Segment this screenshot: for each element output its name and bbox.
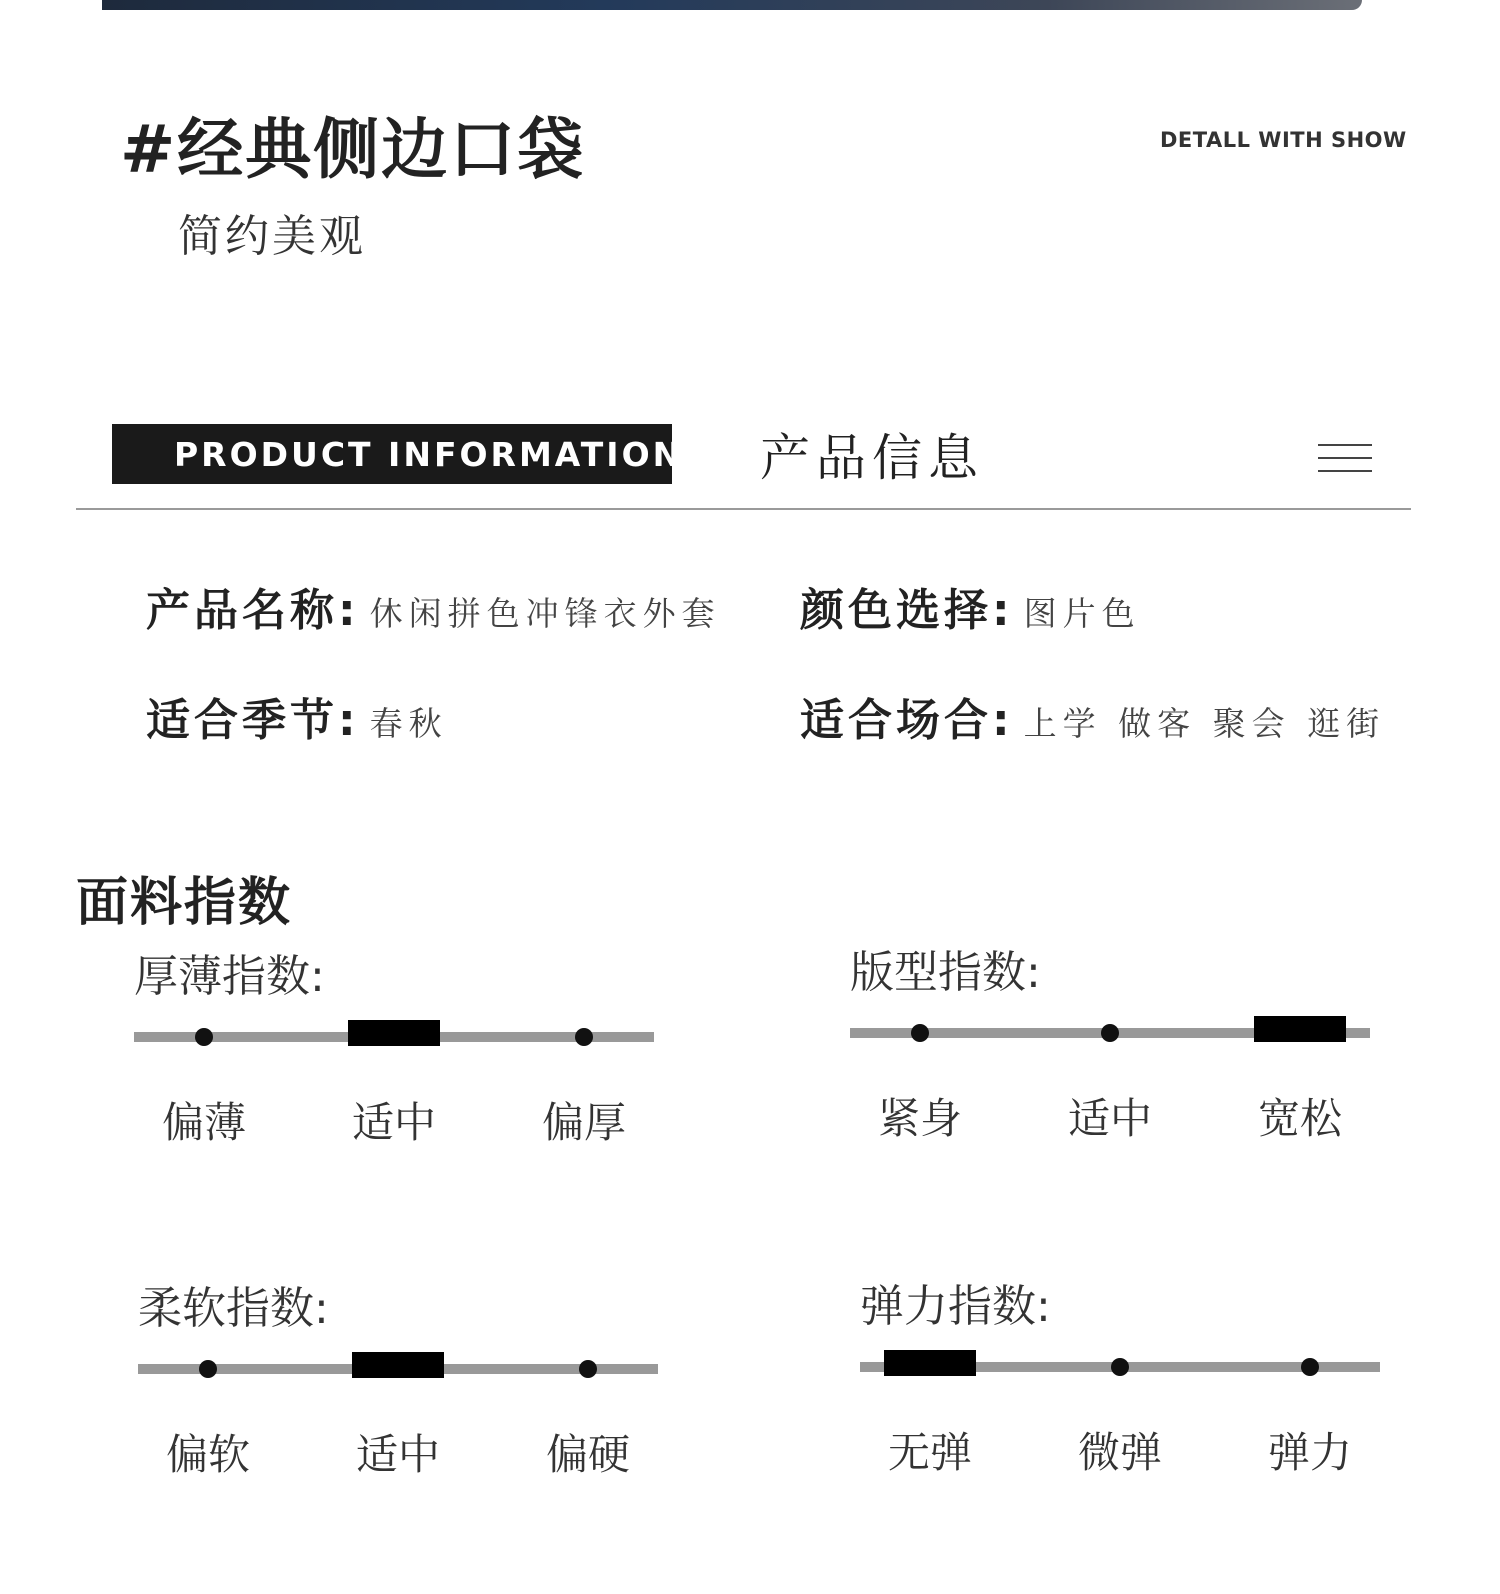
index-option-label: 偏厚 [541, 1098, 626, 1147]
elasticity-index [860, 1270, 1380, 1477]
attr-label: 颜色选择: [800, 585, 1014, 636]
detail-tag: DETALL WITH SHOW [1160, 128, 1407, 152]
attr-occasion [800, 684, 1385, 748]
index-option-label: 弹力 [1267, 1428, 1352, 1477]
index-option-label: 偏硬 [545, 1430, 630, 1479]
product-information-title: 产品信息 [760, 429, 984, 487]
attr-value: 图片色 [1023, 594, 1141, 633]
product-information-badge [112, 424, 684, 484]
menu-icon [1318, 444, 1372, 474]
index-title: 厚薄指数: [134, 951, 325, 1002]
index-selected-marker [1254, 1016, 1346, 1042]
product-photo-edge [102, 0, 1362, 10]
attr-season [146, 684, 448, 748]
index-title: 柔软指数: [138, 1283, 329, 1334]
feature-subtitle: 简约美观 [178, 211, 366, 262]
index-dot [1111, 1358, 1129, 1376]
index-option-label: 偏薄 [161, 1098, 246, 1147]
attr-value: 休闲拼色冲锋衣外套 [369, 594, 721, 633]
fabric-index-title: 面料指数 [76, 873, 293, 933]
attr-product-name [146, 574, 721, 638]
section-divider [76, 508, 1411, 510]
index-selected-marker [352, 1352, 444, 1378]
index-selected-marker [348, 1020, 440, 1046]
fit-index [850, 936, 1370, 1143]
feature-title: #经典侧边口袋 [120, 111, 586, 188]
index-option-label: 偏软 [165, 1430, 250, 1479]
product-information-label: PRODUCT INFORMATION [174, 434, 684, 474]
index-dot [1101, 1024, 1119, 1042]
index-dot [575, 1028, 593, 1046]
index-title: 版型指数: [850, 947, 1041, 998]
index-dot [911, 1024, 929, 1042]
index-dot [579, 1360, 597, 1378]
index-title: 弹力指数: [860, 1281, 1051, 1332]
attr-color [800, 574, 1141, 638]
attr-value: 上学 做客 聚会 逛街 [1023, 704, 1386, 743]
attr-label: 适合季节: [146, 695, 360, 746]
index-option-label: 紧身 [877, 1094, 962, 1143]
index-option-label: 适中 [351, 1098, 436, 1147]
index-option-label: 无弹 [887, 1428, 972, 1477]
index-option-label: 微弹 [1077, 1428, 1162, 1477]
index-dot [199, 1360, 217, 1378]
index-option-label: 宽松 [1257, 1094, 1342, 1143]
attr-label: 产品名称: [146, 585, 360, 636]
thickness-index [134, 940, 654, 1147]
index-selected-marker [884, 1350, 976, 1376]
index-option-label: 适中 [1067, 1094, 1152, 1143]
index-option-label: 适中 [355, 1430, 440, 1479]
attr-label: 适合场合: [800, 695, 1014, 746]
attr-value: 春秋 [369, 704, 448, 743]
index-dot [1301, 1358, 1319, 1376]
softness-index [138, 1272, 658, 1479]
index-dot [195, 1028, 213, 1046]
